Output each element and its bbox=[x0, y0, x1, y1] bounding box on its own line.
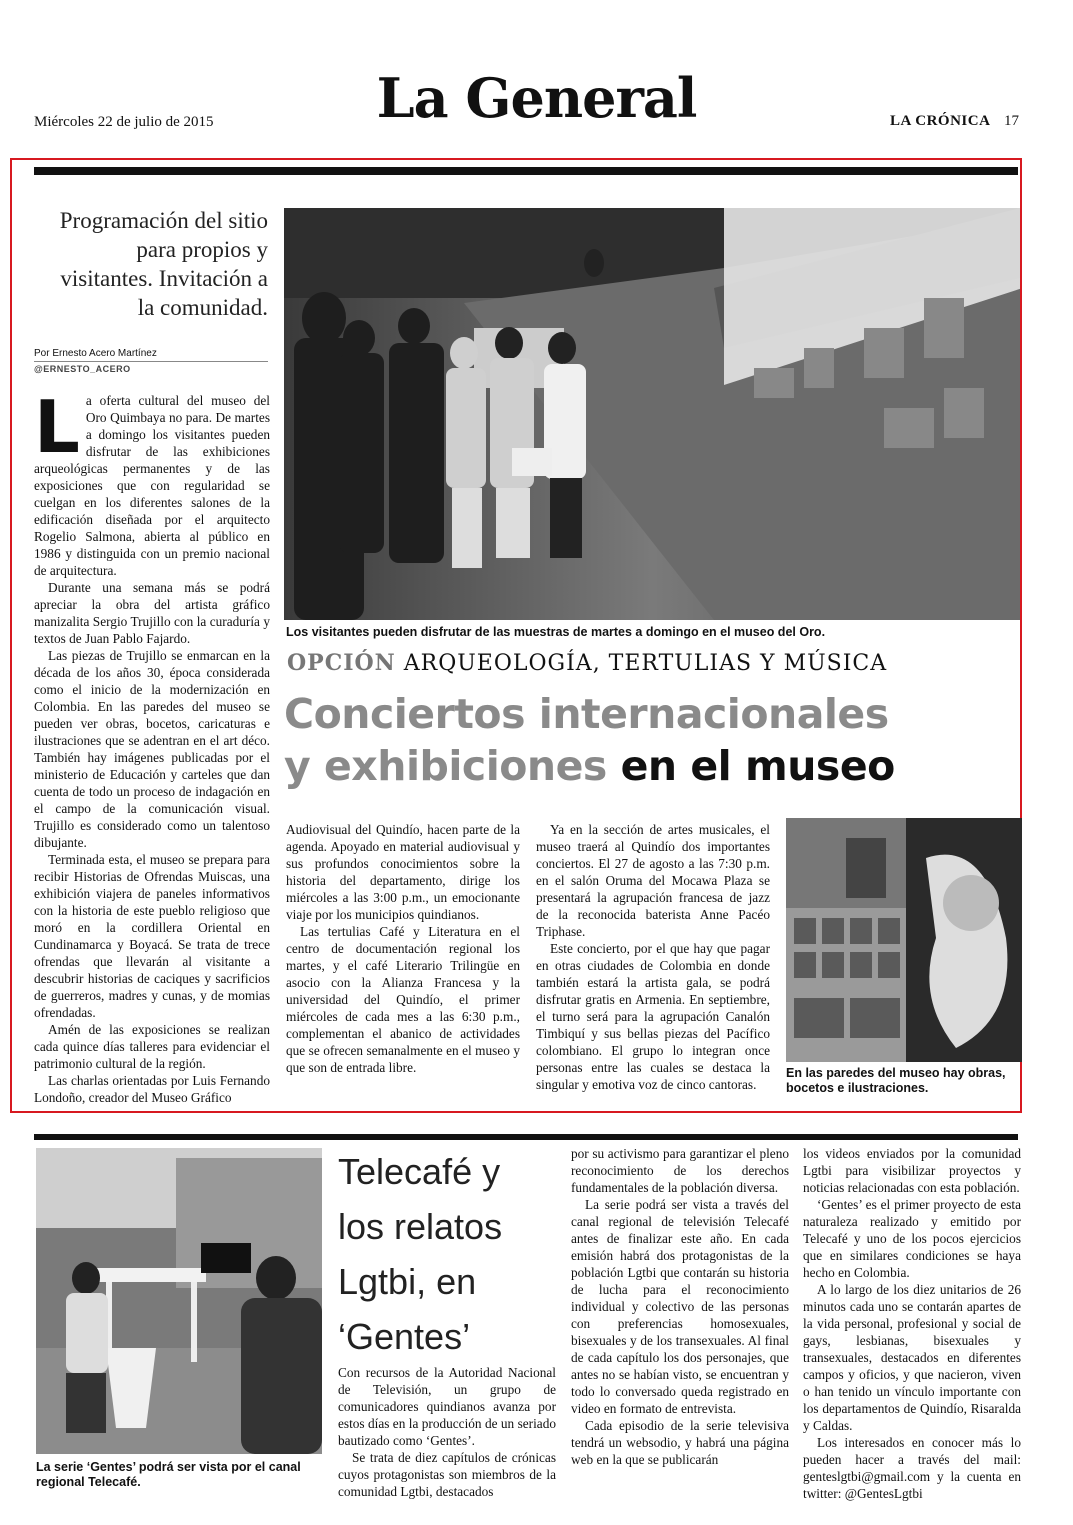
paragraph: Durante una semana más se podrá apreciar la obra del artista gráfico manizalita Sergio Trujillo con la curaduría y textos de Juan Pablo Fajardo. bbox=[34, 580, 270, 646]
headline-line-2-black: en el museo bbox=[606, 742, 895, 790]
photo-caption: Los visitantes pueden disfrutar de las muestras de martes a domingo en el museo del Oro. bbox=[286, 625, 826, 639]
story1-column-1 bbox=[34, 385, 270, 1106]
story2-photo-caption: La serie ‘Gentes’ podrá ser vista por el canal regional Telecafé. bbox=[36, 1460, 301, 1489]
kicker-bold: OPCIÓN bbox=[287, 650, 396, 676]
paragraph: Terminada esta, el museo se prepara para recibir Historias de Ofrendas Muiscas, una exhibición viajera de paneles informativos con la historia de este pueblo religioso que moró en la cordillera Oriental en Cundinamarca y Boyacá. Se trata de trece ofrendas que llevarán al visitante a descubrir historias de caciques y sacrificios de guerreros, madres y cunas, y de momias ofrendadas. bbox=[34, 852, 270, 1020]
headline bbox=[284, 688, 1024, 792]
paragraph: Amén de las exposiciones se realizan cada quince días talleres para evidenciar el patrimonio cultural de la región. bbox=[34, 1022, 270, 1071]
byline: Por Ernesto Acero Martínez bbox=[34, 348, 268, 362]
bottom-rule bbox=[34, 1134, 1018, 1140]
headline-line-1: Conciertos internacionales bbox=[284, 690, 889, 738]
story2-headline: Telecafé y los relatos Lgtbi, en ‘Gentes’ bbox=[338, 1151, 503, 1357]
paragraph: A lo largo de los diez unitarios de 26 minutos cada uno se contarán apartes de la vida personal, profesional y social de gays, lesbianas, bisexuales y transexuales, destacados en diferentes campos y oficios, y que nacieron, viven o han tenido un vínculo importante con los departamentos de Quindío, Risaralda y Caldas. bbox=[803, 1282, 1021, 1433]
kicker-rest: ARQUEOLOGÍA, TERTULIAS Y MÚSICA bbox=[395, 651, 888, 676]
paragraph: Audiovisual del Quindío, hacen parte de la agenda. Apoyado en material audiovisual y sus profundos conocimientos sobre la historia del departamento, dirige los miércoles a las 3:00 p.m., un emocionante viaje por los municipios quindianos. bbox=[286, 822, 520, 922]
kicker bbox=[287, 650, 887, 676]
masthead bbox=[0, 0, 1073, 150]
film-crew-photo bbox=[36, 1148, 322, 1454]
film-crew-illustration bbox=[36, 1148, 322, 1454]
drop-cap: L bbox=[34, 385, 80, 469]
paragraph: Se trata de diez capítulos de crónicas cuyos protagonistas son miembros de la comunidad Lgtbi, destacados bbox=[338, 1450, 556, 1499]
paragraph: Cada episodio de la serie televisiva tendrá un websodio, y habrá una página web en la que se publicarán bbox=[571, 1418, 789, 1467]
paragraph: Ya en la sección de artes musicales, el museo traerá al Quindío dos importantes conciertos. El 27 de agosto a las 7:30 p.m. en el salón Oruma del Mocawa Plaza se presentará la agrupación francesa de jazz de la reconocida baterista Anne Pacéo Triphase. bbox=[536, 822, 770, 939]
story-deck: Programación del sitio para propios y visitantes. Invitación a la comunidad. bbox=[59, 208, 268, 320]
paragraph: Con recursos de la Autoridad Nacional de Televisión, un grupo de comunicadores quindianos avanza por estos días en la producción de un seriado bautizado como ‘Gentes’. bbox=[338, 1365, 556, 1448]
poster-photo bbox=[786, 818, 1022, 1062]
paragraph: ‘Gentes’ es el primer proyecto de esta naturaleza realizado y emitido por Telecafé y uno de los pocos ejercicios que en similares condiciones se haya hecho en Colombia. bbox=[803, 1197, 1021, 1280]
top-rule bbox=[34, 167, 1018, 175]
lead-paragraph bbox=[34, 385, 270, 579]
paragraph: Las piezas de Trujillo se enmarcan en la década de los años 30, época considerada como el inicio de la modernización en Colombia. En las paredes del museo se pueden ver obras, bocetos, caricaturas e ilustraciones que se adentran en el art déco. También hay imágenes publicadas por el ministerio de Educación y carteles que dan cuenta de todo un proceso de indagación en el campo de la comunicación visual. Trujillo es considerado como un talentoso dibujante. bbox=[34, 648, 270, 850]
poster-caption: En las paredes del museo hay obras, bocetos e ilustraciones. bbox=[786, 1066, 1006, 1095]
paragraph-text: a oferta cultural del museo del Oro Quimbaya no para. De martes a domingo los visitantes pueden disfrutar de las exhibiciones arqueológicas permanentes y de las exposiciones que con regularidad se cuelgan en los diferentes salones de la edificación diseñada por el arquitecto Rogelio Salmona, abierta al público en 1986 y distinguida con un premio nacional de arquitectura. bbox=[34, 393, 270, 578]
story1-column-2 bbox=[286, 821, 520, 1076]
paragraph: Este concierto, por el que hay que pagar en otras ciudades de Colombia en donde también estará la artista gala, se podrá disfrutar gratis en Armenia. En septiembre, el turno será para la agrupación Canalón Timbiquí y sus bellas piezas del Pacífico colombiano. El grupo lo integran once personas entre las cuales se destaca la singular y emotiva voz de cinco cantoras. bbox=[536, 941, 770, 1092]
paragraph: La serie podrá ser vista a través del canal regional de televisión Telecafé antes de finalizar este año. En cada emisión habrá dos protagonistas de la población Lgtbi que contarán su historia de lucha para el reconocimiento individual y colectivo de las personas con preferencias homosexuales, bisexuales y de los transexuales. Al final de cada capítulo los dos personajes, que antes no se habían visto, se encuentran y todo lo conversado queda registrado en video en formato de entrevista. bbox=[571, 1197, 789, 1416]
photo-illustration bbox=[284, 208, 1020, 620]
paragraph: Los interesados en conocer más lo pueden hacer a través del mail: genteslgtbi@gmail.com y la cuenta en twitter: @GentesLgtbi bbox=[803, 1435, 1021, 1501]
page-number: 17 bbox=[1004, 113, 1019, 129]
issue-date: Miércoles 22 de julio de 2015 bbox=[34, 114, 214, 130]
story2-column-1 bbox=[338, 1364, 556, 1500]
story2-column-3 bbox=[803, 1145, 1021, 1502]
paragraph: Las tertulias Café y Literatura en el centro de documentación regional los martes, y el café Literario Trilingüe en asocio con la Alianza Francesa y la universidad del Quindío, el primer miércoles de cada mes a las 6:30 p.m., complementan el abanico de actividades que se ofrecen semanalmente en el museo y que son de entrada libre. bbox=[286, 924, 520, 1075]
paragraph: por su activismo para garantizar el pleno reconocimiento de los derechos fundamentales de la población diversa. bbox=[571, 1146, 789, 1195]
poster-illustration bbox=[786, 818, 1022, 1062]
newspaper-name: LA CRÓNICA bbox=[890, 113, 991, 129]
author-handle: @ERNESTO_ACERO bbox=[34, 364, 131, 374]
story1-column-3 bbox=[536, 821, 770, 1093]
story2-column-2 bbox=[571, 1145, 789, 1468]
paragraph: los videos enviados por la comunidad Lgtbi para visibilizar proyectos y noticias relacionadas con esta población. bbox=[803, 1146, 1021, 1195]
section-title: La General bbox=[376, 66, 697, 130]
museum-visitors-photo bbox=[284, 208, 1020, 620]
headline-line-2-grey: y exhibiciones bbox=[284, 742, 607, 790]
paragraph: Las charlas orientadas por Luis Fernando Londoño, creador del Museo Gráfico bbox=[34, 1073, 270, 1105]
